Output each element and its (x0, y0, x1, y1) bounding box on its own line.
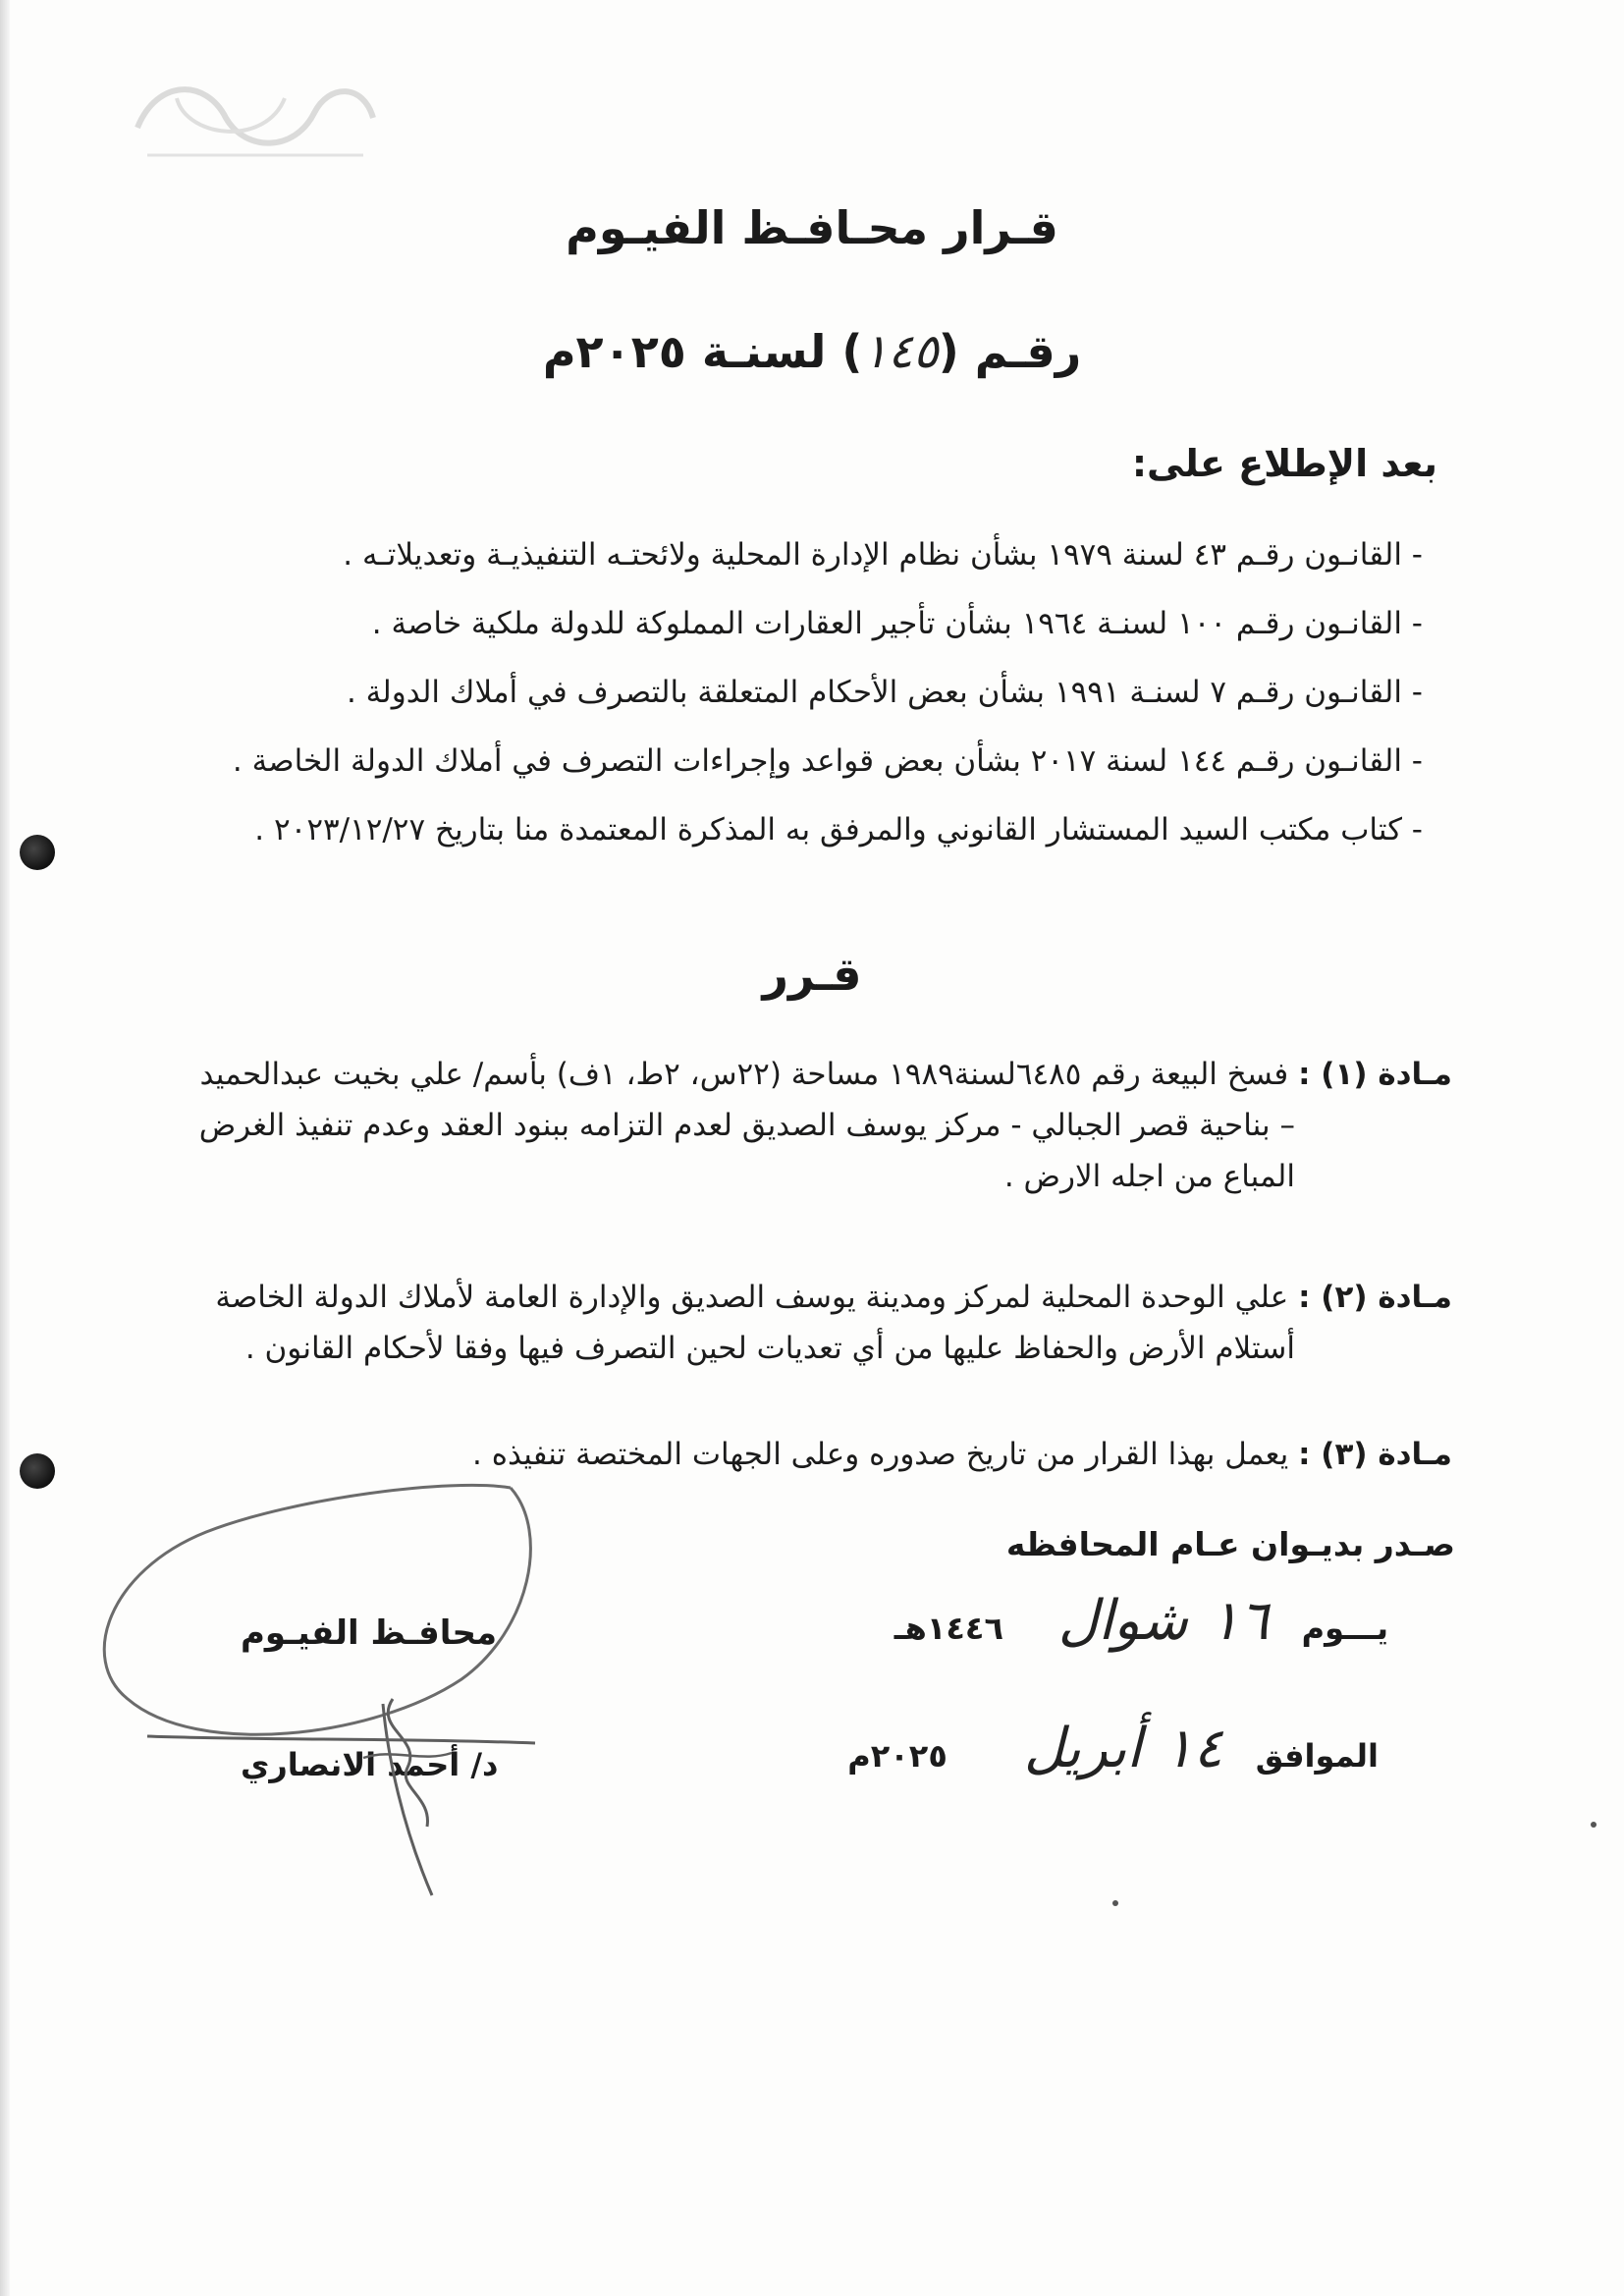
article-label: مـادة (١) : (1298, 1057, 1452, 1092)
article-label: مـادة (٢) : (1298, 1280, 1452, 1315)
article-text: المباع من اجله الارض . (1003, 1159, 1295, 1194)
signatory-title: محافـظ الفيـوم (241, 1613, 498, 1653)
decision-heading: قـرر (762, 948, 862, 1001)
decree-title: قـرار محـافـظ الفيـوم (566, 201, 1058, 254)
signatory-name: د/ أحمد الانصاري (241, 1746, 499, 1783)
decree-number: ١٤٥ (862, 324, 939, 379)
article-label: مـادة (٣) : (1298, 1437, 1452, 1472)
hijri-year: ١٤٤٦هـ (893, 1610, 1003, 1647)
preamble-item: - القانـون رقـم ١٤٤ لسنة ٢٠١٧ بشأن بعض قواعد وإجراءات التصرف في أملاك الدولة الخاصة . (232, 743, 1423, 779)
article-text: علي الوحدة المحلية لمركز ومدينة يوسف الصديق والإدارة العامة لأملاك الدولة الخاصة (215, 1280, 1289, 1315)
number-prefix: رقـم ( (938, 325, 1082, 378)
number-suffix: ) لسنـة ٢٠٢٥م (542, 325, 863, 378)
preamble-item: - القانـون رقـم ٧ لسنـة ١٩٩١ بشأن بعض الأحكام المتعلقة بالتصرف في أملاك الدولة . (346, 675, 1423, 710)
greg-month: أبريل (1023, 1717, 1142, 1780)
preamble-item: - القانـون رقـم ٤٣ لسنة ١٩٧٩ بشأن نظام الإدارة المحلية ولائحتـه التنفيذيـة وتعديلاتـه . (343, 537, 1423, 573)
preamble-item: - القانـون رقـم ١٠٠ لسنـة ١٩٦٤ بشأن تأجير العقارات المملوكة للدولة ملكية خاصة . (371, 606, 1423, 641)
article-text: يعمل بهذا القرار من تاريخ صدوره وعلى الجهات المختصة تنفيذه . (472, 1437, 1289, 1472)
preamble-heading: بعد الإطلاع على: (1131, 442, 1437, 485)
article-text: أستلام الأرض والحفاظ عليها من أي تعديات لحين التصرف فيها وفقا لأحكام القانون . (244, 1331, 1295, 1366)
corresponding-label: الموافق (1255, 1737, 1379, 1775)
scan-speck (1112, 1900, 1118, 1906)
preamble-item: - كتاب مكتب السيد المستشار القانوني والمرفق به المذكرة المعتمدة منا بتاريخ ٢٠٢٣/١٢/٢٧ . (254, 812, 1423, 847)
greg-year: ٢٠٢٥م (847, 1737, 947, 1775)
hijri-month: شوال (1057, 1589, 1188, 1653)
greg-day: ١٤ (1164, 1717, 1223, 1780)
scan-speck (1591, 1822, 1597, 1828)
day-label: يـــوم (1301, 1610, 1388, 1647)
issued-at: صـدر بديـوان عـام المحافظه (1005, 1525, 1455, 1563)
article-text: فسخ البيعة رقم ٦٤٨٥لسنة١٩٨٩ مساحة (٢٢س، ٢ط، ١ف) بأسم/ علي بخيت عبدالحميد (199, 1057, 1289, 1092)
article-text: – بناحية قصر الجبالي - مركز يوسف الصديق لعدم التزامه ببنود العقد وعدم تنفيذ الغرض (198, 1108, 1295, 1143)
day-number: ١٦ (1210, 1589, 1270, 1653)
